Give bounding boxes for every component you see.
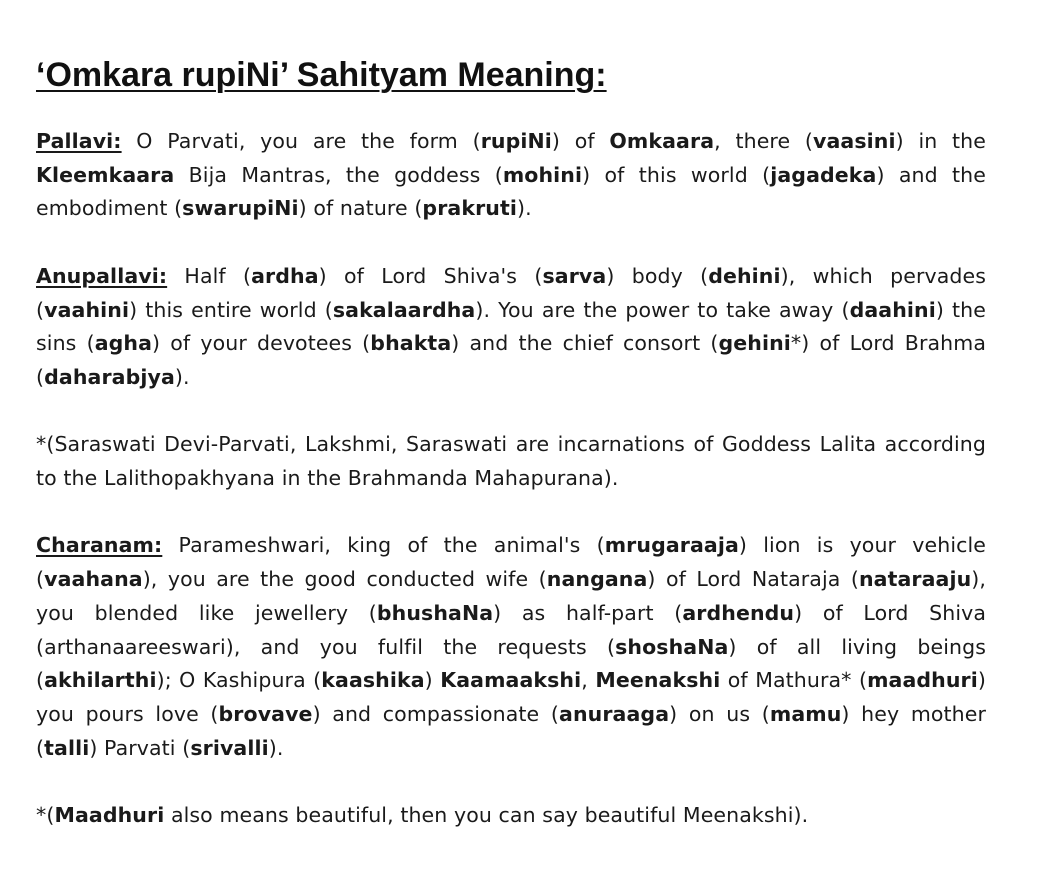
- text-run: ): [424, 668, 441, 693]
- term: Omkaara: [609, 129, 715, 153]
- text-run: ) of nature (: [298, 196, 423, 221]
- text-run: ) lion is your vehicle (: [36, 533, 986, 592]
- text-run: ) and compassionate (: [312, 701, 560, 726]
- term: anuraaga: [559, 701, 670, 726]
- term: vaahana: [44, 567, 143, 592]
- term: swarupiNi: [182, 196, 299, 221]
- term: sakalaardha: [332, 297, 476, 322]
- term: dehini: [708, 263, 781, 288]
- term: prakruti: [422, 196, 518, 221]
- text-run: ) of Lord Shiva's (: [318, 263, 543, 288]
- term: ardha: [251, 263, 319, 288]
- paragraph-charanam: [36, 529, 986, 765]
- term: Maadhuri: [54, 803, 165, 827]
- term: sarva: [542, 263, 607, 288]
- paragraph-anupallavi: [36, 260, 986, 395]
- text-run: ) of this world (: [582, 162, 771, 187]
- term: rupiNi: [480, 129, 552, 153]
- term: mrugaraaja: [604, 533, 739, 558]
- text-run: Parameshwari, king of the animal's (: [162, 533, 605, 558]
- text-run: of Mathura* (: [720, 668, 868, 693]
- text-run: *) of Lord Brahma (: [36, 331, 986, 389]
- text-run: O Parvati, you are the form (: [121, 129, 481, 153]
- term: nangana: [546, 567, 648, 592]
- text-run: ) of Lord Shiva (arthanaareeswari), and you fulfil the requests (: [36, 600, 987, 659]
- text-run: ) of your devotees (: [152, 331, 371, 356]
- paragraph-note-2: [36, 799, 986, 833]
- text-run: ) body (: [606, 263, 709, 288]
- document-page: [36, 52, 986, 866]
- term: talli: [44, 735, 90, 760]
- term: vaasini: [813, 129, 896, 153]
- term: daharabjya: [44, 364, 175, 389]
- term: agha: [94, 331, 153, 356]
- text-run: ) of all living beings (: [36, 634, 986, 693]
- term: mamu: [769, 701, 842, 726]
- term: srivalli: [190, 735, 269, 760]
- text-run: ).: [268, 735, 284, 760]
- term: bhakta: [370, 331, 452, 356]
- term: nataraaju: [858, 567, 972, 592]
- term: Kaamaakshi: [440, 668, 582, 693]
- text-run: ) hey mother (: [36, 701, 987, 760]
- term: daahini: [849, 297, 936, 322]
- term: mohini: [502, 162, 583, 187]
- text-run: ) Parvati (: [89, 735, 191, 760]
- text-run: Half (: [167, 263, 252, 288]
- text-run: ); O Kashipura (: [156, 668, 322, 693]
- text-run: ) and the embodiment (: [36, 162, 986, 221]
- term: bhushaNa: [376, 600, 494, 625]
- term: kaashika: [321, 668, 425, 693]
- text-run: ).: [174, 364, 190, 389]
- text-run: ), which pervades (: [36, 263, 986, 322]
- section-heading-anupallavi: Anupallavi:: [36, 263, 168, 288]
- term: ardhendu: [682, 600, 795, 625]
- text-run: ).: [517, 196, 532, 221]
- text-run: ,: [581, 668, 596, 693]
- paragraph-note-1: [36, 428, 986, 495]
- term: akhilarthi: [44, 668, 157, 693]
- text-run: *(Saraswati Devi-Parvati, Lakshmi, Saraswati are incarnations of Goddess Lalita according to the Lalithopakhyana in the Brahmanda Mahapurana).: [36, 432, 986, 490]
- term: gehini: [718, 331, 791, 356]
- text-run: also means beautiful, then you can say beautiful Meenakshi).: [164, 803, 809, 827]
- text-run: ) as half-part (: [493, 600, 683, 625]
- page-title: ‘Omkara rupiNi’ Sahityam Meaning:: [36, 56, 607, 94]
- text-run: ) on us (: [669, 701, 770, 726]
- text-run: ), you blended like jewellery (: [36, 567, 987, 625]
- text-run: ) in the: [895, 129, 986, 153]
- text-run: ) of Lord Nataraja (: [647, 567, 859, 592]
- term: Kleemkaara: [36, 162, 175, 187]
- text-run: Bija Mantras, the goddess (: [174, 162, 503, 187]
- term: brovave: [218, 701, 313, 726]
- term: maadhuri: [867, 668, 978, 693]
- section-heading-pallavi: Pallavi:: [36, 129, 122, 153]
- paragraph-list: [36, 125, 986, 833]
- text-run: ). You are the power to take away (: [475, 297, 850, 322]
- section-heading-charanam: Charanam:: [36, 533, 163, 558]
- paragraph-pallavi: [36, 125, 986, 226]
- text-run: ) and the chief consort (: [451, 331, 719, 356]
- text-run: ) you pours love (: [36, 668, 986, 726]
- text-run: ), you are the good conducted wife (: [142, 567, 547, 592]
- term: vaahini: [44, 297, 130, 322]
- term: jagadeka: [770, 162, 877, 187]
- term: Meenakshi: [595, 668, 721, 693]
- text-run: *(: [36, 803, 55, 827]
- text-run: , there (: [714, 129, 814, 153]
- text-run: ) of: [551, 129, 610, 153]
- text-run: ) the sins (: [36, 297, 986, 356]
- term: shoshaNa: [615, 634, 729, 659]
- text-run: ) this entire world (: [129, 297, 333, 322]
